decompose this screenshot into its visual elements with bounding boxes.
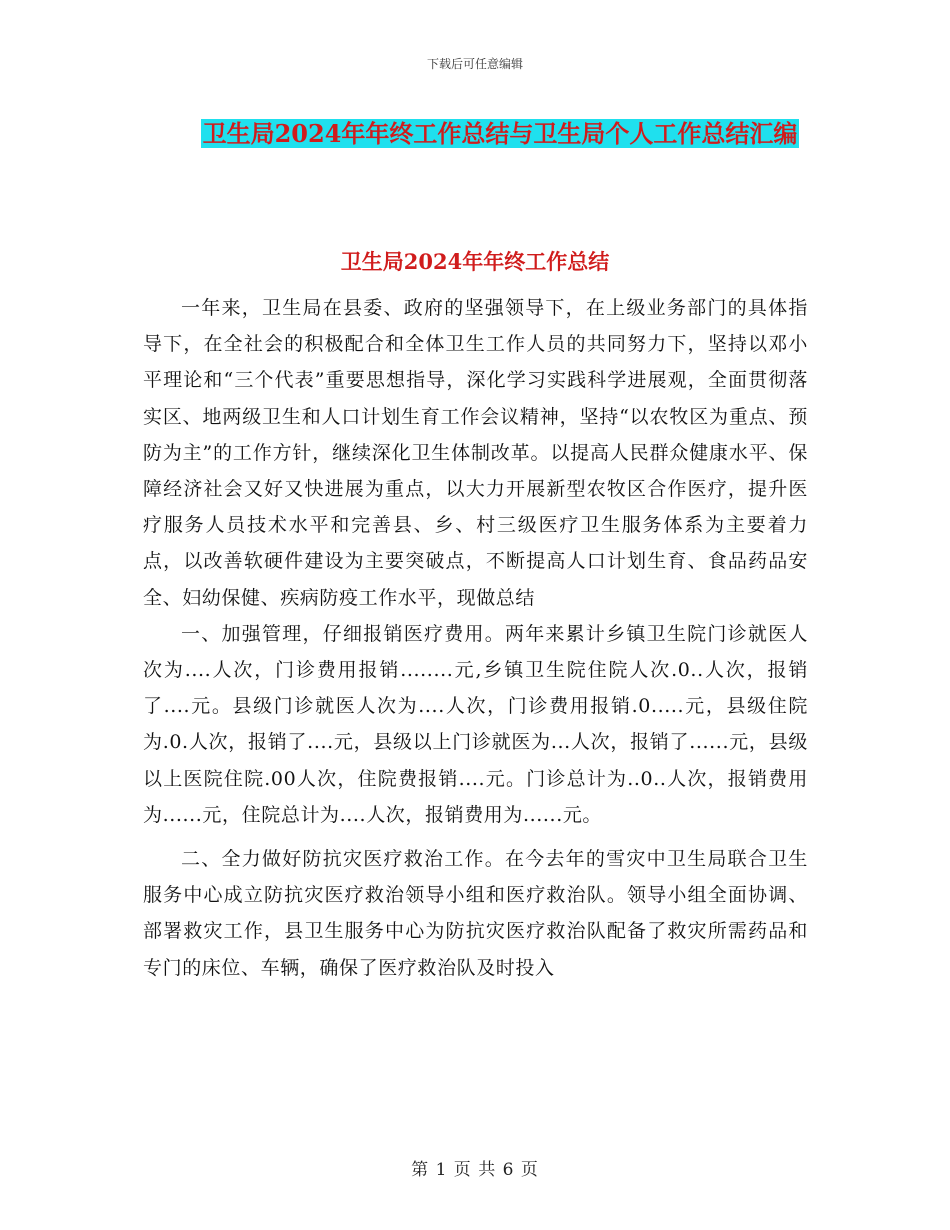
paragraph-intro: 一年来，卫生局在县委、政府的坚强领导下，在上级业务部门的具体指导下，在全社会的积极配合和全体卫生工作人员的共同努力下，坚持以邓小平理论和“三个代表”重要思想指导，深化学习实践科学进展观，全面贯彻落实区、地两级卫生和人口计划生育工作会议精神，坚持“以农牧区为重点、预防为主”的工作方针，继续深化卫生体制改革。以提高人民群众健康水平、保障经济社会又好又快进展为重点，以大力开展新型农牧区合作医疗，提升医疗服务人员技术水平和完善县、乡、村三级医疗卫生服务体系为主要着力点，以改善软硬件建设为主要突破点，不断提高人口计划生育、食品药品安全、妇幼保健、疾病防疫工作水平，现做总结 bbox=[143, 297, 808, 609]
body-text bbox=[143, 290, 808, 986]
paragraph-1: 一、加强管理，仔细报销医疗费用。两年来累计乡镇卫生院门诊就医人次为....人次，门诊费用报销........元,乡镇卫生院住院人次.0..人次，报销了....元。县级门诊就医人次为....人次，门诊费用报销.0.....元，县级住院为.0.人次，报销了....元，县级以上门诊就医为...人次，报销了......元，县级以上医院住院.00人次，住院费报销....元。门诊总计为..0..人次，报销费用为......元，住院总计为....人次，报销费用为......元。 bbox=[143, 622, 808, 826]
document-title bbox=[150, 112, 850, 156]
page-footer: 第 1 页 共 6 页 bbox=[411, 1160, 539, 1180]
header-note: 下载后可任意编辑 bbox=[426, 57, 523, 71]
paragraph-2: 二、全力做好防抗灾医疗救治工作。在今去年的雪灾中卫生局联合卫生服务中心成立防抗灾医疗救治领导小组和医疗救治队。领导小组全面协调、部署救灾工作，县卫生服务中心为防抗灾医疗救治队配备了救灾所需药品和专门的床位、车辆，确保了医疗救治队及时投入 bbox=[143, 848, 808, 979]
section-title: 卫生局2024年年终工作总结 bbox=[340, 249, 610, 274]
document-title-text: 卫生局2024年年终工作总结与卫生局个人工作总结汇编 bbox=[202, 119, 798, 148]
